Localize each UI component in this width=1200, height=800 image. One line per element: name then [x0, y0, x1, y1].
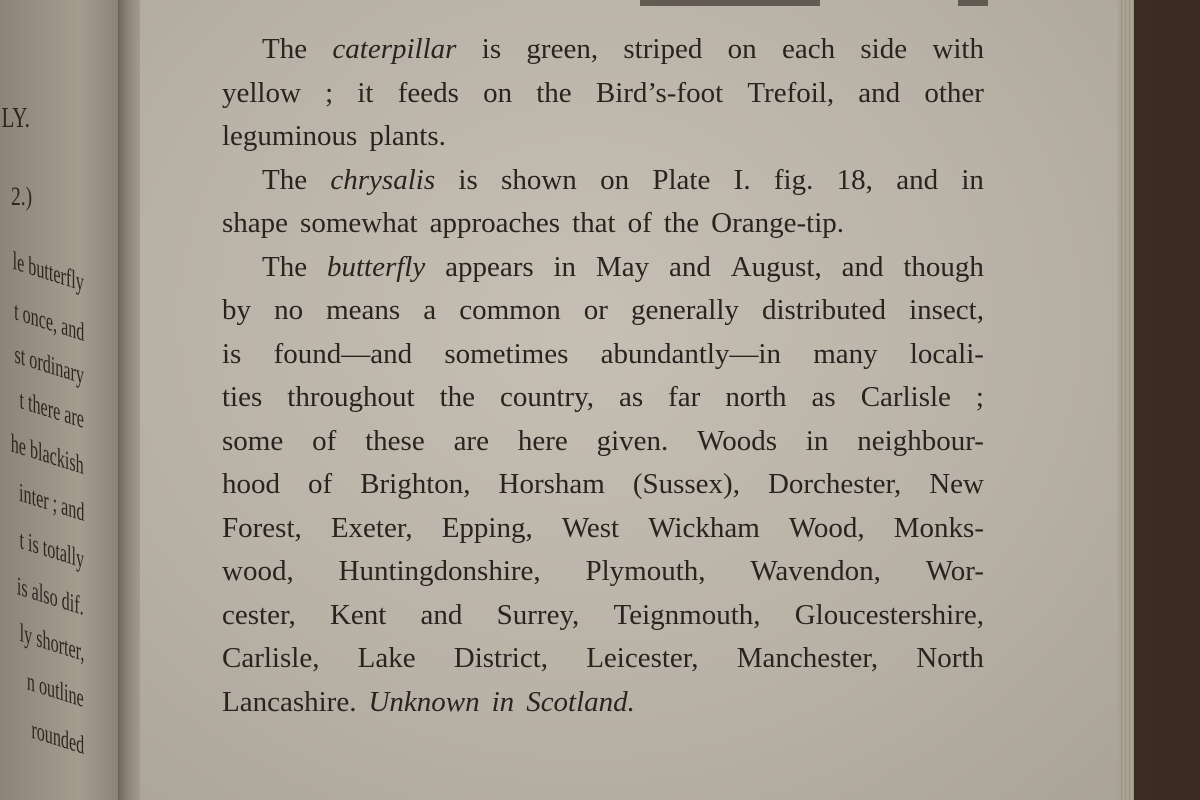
- text-run: far: [668, 381, 701, 413]
- left-page-line: n outline: [27, 666, 84, 713]
- word: [332, 28, 456, 72]
- word: [459, 289, 561, 333]
- word: [430, 202, 560, 246]
- text-run: striped: [623, 33, 703, 65]
- word: [596, 246, 649, 290]
- word: [597, 420, 669, 464]
- word: [858, 72, 900, 116]
- text-line: [222, 246, 984, 290]
- word-space: [616, 202, 628, 246]
- word: [909, 289, 984, 333]
- text-run: I.: [733, 163, 751, 196]
- word: [842, 246, 884, 290]
- text-run: Woods: [697, 424, 777, 457]
- word: [857, 420, 984, 464]
- text-run: means: [326, 294, 401, 326]
- word: [596, 72, 723, 116]
- word: [976, 376, 984, 420]
- word: [554, 246, 577, 290]
- word: [518, 420, 568, 464]
- text-run: North: [916, 642, 984, 674]
- text-run: Wavendon,: [750, 555, 881, 587]
- word: [731, 246, 822, 290]
- text-run: Wood,: [788, 511, 865, 544]
- word: [287, 376, 414, 420]
- word: [326, 289, 400, 333]
- word: [262, 246, 307, 290]
- word: [633, 463, 740, 507]
- word: [614, 594, 761, 638]
- text-run: Plate: [652, 163, 711, 196]
- text-run: leguminous: [222, 120, 358, 152]
- text-run: neighbour-: [857, 424, 984, 457]
- text-run: it: [357, 76, 374, 109]
- text-run: here: [517, 424, 568, 457]
- word: [222, 463, 280, 507]
- text-run: each: [781, 33, 836, 65]
- text-run: fig.: [773, 163, 814, 196]
- text-run: cester,: [222, 598, 296, 631]
- left-page-line: st ordinary: [14, 339, 84, 390]
- word: [861, 376, 951, 420]
- word: [454, 637, 548, 681]
- word: [926, 550, 984, 594]
- word: [262, 28, 307, 72]
- word: [444, 333, 568, 377]
- text-run: is: [481, 33, 502, 65]
- word: [445, 246, 534, 290]
- text-run: Lake: [357, 642, 416, 674]
- body-text: [222, 28, 984, 724]
- text-run: yellow: [222, 76, 301, 109]
- text-line: [222, 637, 984, 681]
- text-run: approaches: [429, 207, 561, 239]
- text-run: locali-: [909, 337, 984, 370]
- word: [813, 333, 877, 377]
- text-run: is: [458, 163, 478, 196]
- word: [222, 72, 301, 116]
- text-run: throughout: [287, 381, 415, 413]
- text-run: on: [727, 33, 757, 65]
- text-run: and: [858, 76, 901, 109]
- word: [222, 550, 294, 594]
- word: [440, 376, 475, 420]
- word: [222, 289, 251, 333]
- text-run: Plymouth,: [585, 555, 706, 587]
- text-run: Manchester,: [736, 642, 879, 674]
- text-line: [222, 420, 984, 464]
- word-space: [288, 202, 300, 246]
- text-run: found—and: [273, 337, 413, 370]
- word: [664, 202, 699, 246]
- text-run: Dorchester,: [767, 468, 902, 500]
- text-run: with: [932, 33, 984, 65]
- text-run: as: [618, 381, 644, 413]
- word: [750, 550, 881, 594]
- text-run: somewhat: [300, 207, 418, 239]
- word: [896, 159, 938, 203]
- word: [669, 246, 711, 290]
- word: [711, 202, 844, 246]
- text-run: the: [663, 207, 700, 239]
- left-page-line: le butterfly: [12, 245, 85, 297]
- text-run: District,: [453, 642, 549, 674]
- word-space: [699, 202, 711, 246]
- word: [357, 72, 373, 116]
- word-space: [560, 202, 572, 246]
- text-run: Carlisle: [860, 381, 951, 413]
- word: [910, 333, 984, 377]
- text-run: Leicester,: [586, 642, 699, 674]
- word: [929, 463, 984, 507]
- word: [421, 594, 463, 638]
- text-line: [222, 594, 984, 638]
- left-page-line: 2.): [10, 182, 32, 211]
- text-run: common: [459, 294, 561, 326]
- text-run: green,: [526, 33, 599, 65]
- word: [497, 594, 580, 638]
- word: [762, 289, 886, 333]
- word: [327, 246, 425, 290]
- word-space: [480, 681, 492, 725]
- word: [526, 28, 598, 72]
- text-line: [222, 333, 984, 377]
- text-run: Teignmouth,: [613, 598, 761, 631]
- word: [308, 463, 332, 507]
- word: [458, 159, 477, 203]
- italic-text: Unknown: [368, 685, 480, 718]
- word: [222, 115, 357, 159]
- word: [697, 420, 777, 464]
- text-run: shape: [222, 207, 289, 239]
- text-run: a: [423, 294, 437, 326]
- left-page-line: rounded: [31, 714, 84, 760]
- text-run: Horsham: [498, 468, 605, 500]
- text-run: August,: [730, 250, 822, 283]
- word-space: [357, 115, 369, 159]
- word: [222, 420, 283, 464]
- word: [442, 507, 533, 551]
- text-run: 18,: [836, 163, 873, 196]
- word: [222, 594, 296, 638]
- text-run: Gloucestershire,: [794, 598, 984, 631]
- text-run: some: [222, 424, 284, 457]
- word: [222, 681, 356, 725]
- text-run: Wickham: [648, 511, 760, 544]
- word: [365, 420, 425, 464]
- word: [623, 28, 702, 72]
- text-run: West: [561, 511, 620, 544]
- word: [725, 376, 786, 420]
- word: [782, 28, 835, 72]
- word: [368, 681, 479, 725]
- text-line: [222, 376, 984, 420]
- word: [274, 289, 303, 333]
- text-run: The: [262, 163, 308, 196]
- word: [312, 420, 336, 464]
- word: [572, 202, 616, 246]
- word: [536, 72, 571, 116]
- word: [586, 637, 698, 681]
- word: [584, 289, 608, 333]
- text-run: plants.: [369, 120, 446, 152]
- word-space: [514, 681, 526, 725]
- word: [916, 637, 984, 681]
- italic-text: caterpillar: [332, 33, 457, 65]
- word: [222, 333, 241, 377]
- word: [961, 159, 984, 203]
- left-facing-page: [0, 0, 132, 800]
- word: [747, 72, 834, 116]
- word: [222, 637, 319, 681]
- text-run: and: [420, 598, 463, 631]
- text-run: and: [841, 250, 884, 283]
- word: [330, 594, 386, 638]
- text-run: (Sussex),: [632, 468, 740, 500]
- running-header-fragment: [640, 0, 820, 6]
- word: [423, 289, 436, 333]
- text-run: and: [896, 163, 939, 196]
- text-run: Orange-tip.: [711, 207, 845, 239]
- word: [894, 507, 984, 551]
- word: [492, 681, 515, 725]
- word: [482, 28, 501, 72]
- text-run: on: [600, 163, 630, 196]
- left-page-line: inter ; and: [18, 477, 85, 527]
- word: [360, 463, 470, 507]
- text-line: [222, 289, 984, 333]
- text-run: are: [453, 424, 489, 457]
- italic-text: Scotland.: [526, 685, 635, 718]
- text-run: ;: [325, 76, 334, 109]
- text-line: [222, 681, 984, 725]
- word: [398, 72, 459, 116]
- text-run: Wor-: [925, 555, 984, 587]
- text-run: feeds: [397, 76, 459, 109]
- text-line: [222, 115, 984, 159]
- word: [631, 289, 739, 333]
- word: [500, 376, 594, 420]
- word: [619, 376, 643, 420]
- text-run: ;: [975, 381, 984, 413]
- word: [728, 28, 757, 72]
- word: [837, 159, 873, 203]
- text-line: [222, 159, 984, 203]
- word: [222, 507, 302, 551]
- text-run: country,: [500, 381, 594, 413]
- text-line: [222, 550, 984, 594]
- text-run: distributed: [761, 294, 887, 326]
- text-run: the: [439, 381, 475, 413]
- text-run: Huntingdonshire,: [338, 555, 541, 587]
- word: [562, 507, 619, 551]
- word: [774, 159, 813, 203]
- italic-text: in: [491, 685, 515, 718]
- word: [628, 202, 652, 246]
- word: [924, 72, 984, 116]
- word: [806, 420, 829, 464]
- text-run: generally: [631, 294, 739, 326]
- word: [222, 202, 288, 246]
- page-edge: [1118, 0, 1134, 800]
- text-run: in: [805, 424, 829, 457]
- left-page-line: t there are: [19, 384, 85, 434]
- left-page-line: ly shorter,: [19, 617, 85, 667]
- left-page-line: he blackish: [11, 428, 84, 480]
- word: [358, 637, 416, 681]
- text-run: wood,: [222, 555, 294, 587]
- text-run: Carlisle,: [222, 642, 320, 674]
- word: [737, 637, 878, 681]
- word: [932, 28, 984, 72]
- word: [601, 333, 781, 377]
- text-run: Trefoil,: [747, 76, 835, 109]
- text-run: by: [222, 294, 251, 326]
- page-number-fragment: [958, 0, 988, 6]
- text-run: on: [483, 76, 513, 109]
- text-run: New: [929, 468, 984, 500]
- text-run: and: [668, 250, 711, 283]
- text-run: though: [903, 250, 984, 283]
- word: [300, 202, 418, 246]
- text-run: Forest,: [222, 511, 302, 544]
- text-run: many: [813, 337, 878, 370]
- word: [860, 28, 907, 72]
- text-run: given.: [596, 424, 669, 457]
- text-run: Monks-: [893, 511, 984, 544]
- text-run: the: [536, 76, 572, 109]
- word: [585, 550, 705, 594]
- text-run: sometimes: [444, 337, 569, 370]
- word: [668, 376, 700, 420]
- italic-text: chrysalis: [330, 163, 436, 196]
- text-run: other: [924, 76, 984, 109]
- left-page-line: t is totally: [19, 524, 84, 574]
- word: [648, 507, 760, 551]
- word: [339, 550, 541, 594]
- text-run: Kent: [329, 598, 387, 631]
- word: [795, 594, 984, 638]
- text-run: of: [312, 424, 337, 457]
- text-run: Bird’s-foot: [595, 76, 724, 109]
- text-run: abundantly—in: [600, 337, 781, 370]
- text-run: Surrey,: [496, 598, 580, 631]
- text-line: [222, 202, 984, 246]
- word: [789, 507, 865, 551]
- text-run: in: [961, 163, 984, 196]
- word: [501, 159, 577, 203]
- word: [262, 159, 307, 203]
- word: [331, 507, 413, 551]
- word: [369, 115, 446, 159]
- text-run: appears: [445, 250, 534, 283]
- text-run: Epping,: [441, 511, 533, 544]
- text-run: that: [572, 207, 616, 239]
- word: [768, 463, 901, 507]
- word: [325, 72, 333, 116]
- text-run: Lancashire.: [222, 685, 357, 718]
- text-line: [222, 28, 984, 72]
- left-page-line: LY.: [1, 103, 30, 134]
- text-run: is: [222, 337, 242, 370]
- text-run: The: [262, 33, 308, 65]
- word: [454, 420, 489, 464]
- word: [499, 463, 605, 507]
- text-run: The: [262, 250, 308, 283]
- word: [526, 681, 635, 725]
- text-line: [222, 463, 984, 507]
- text-run: as: [811, 381, 836, 413]
- italic-text: butterfly: [326, 250, 426, 283]
- text-run: no: [274, 294, 304, 326]
- text-run: of: [627, 207, 652, 239]
- text-run: of: [307, 468, 333, 500]
- word: [274, 333, 413, 377]
- text-run: these: [365, 424, 425, 457]
- text-run: May: [595, 250, 650, 283]
- word: [330, 159, 435, 203]
- text-run: ties: [222, 381, 263, 413]
- text-run: shown: [501, 163, 577, 196]
- left-page-line: t once, and: [13, 295, 84, 347]
- text-run: Exeter,: [330, 511, 413, 544]
- text-line: [222, 507, 984, 551]
- word: [600, 159, 629, 203]
- word-space: [652, 202, 664, 246]
- text-line: [222, 72, 984, 116]
- word: [812, 376, 836, 420]
- word: [903, 246, 984, 290]
- word: [222, 376, 262, 420]
- word-space: [418, 202, 430, 246]
- text-run: north: [725, 381, 787, 413]
- left-page-line: is also dif.: [17, 571, 84, 621]
- text-run: Brighton,: [360, 468, 471, 500]
- word: [734, 159, 751, 203]
- text-run: insect,: [909, 294, 984, 326]
- word: [483, 72, 512, 116]
- word-space: [356, 681, 368, 725]
- text-run: hood: [222, 468, 280, 500]
- text-run: in: [553, 250, 577, 283]
- word: [652, 159, 710, 203]
- text-run: or: [583, 294, 608, 326]
- text-run: side: [860, 33, 908, 65]
